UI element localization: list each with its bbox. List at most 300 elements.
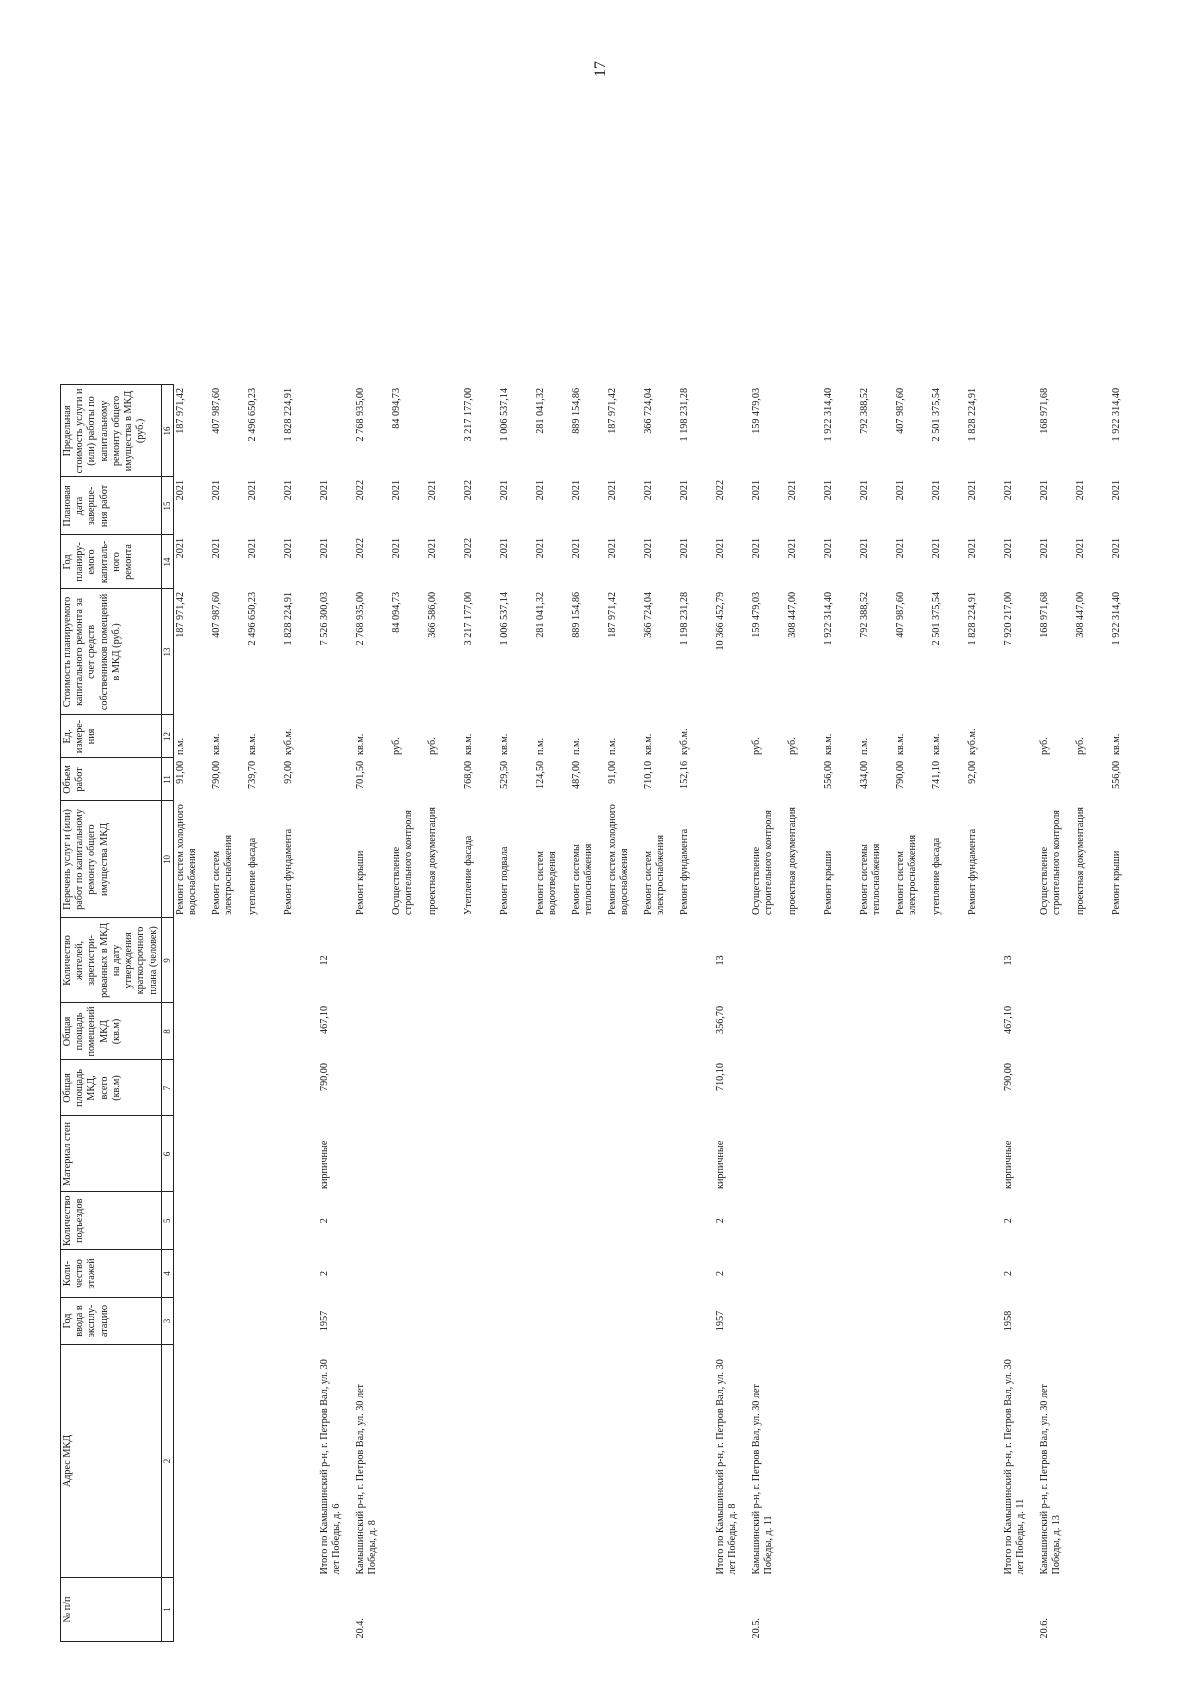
cell-c7 bbox=[210, 1060, 246, 1116]
cell-c5 bbox=[894, 1192, 930, 1250]
cell-c9 bbox=[246, 918, 282, 1003]
cell-c12: руб. bbox=[750, 737, 762, 755]
cell-c1 bbox=[426, 1578, 462, 1642]
column-header-4: Коли-чество этажей bbox=[61, 1250, 162, 1298]
cell-c8 bbox=[786, 1003, 822, 1060]
table-row bbox=[1074, 385, 1110, 1642]
cell-c2 bbox=[822, 1345, 858, 1578]
cell-c4 bbox=[498, 1250, 534, 1298]
cell-c14: 2021 bbox=[570, 537, 582, 559]
cell-c11 bbox=[1002, 758, 1038, 801]
cell-c8: 467,10 bbox=[318, 1005, 330, 1034]
cell-c2: Итого по Камышинский р-н, г. Петров Вал, ул. 30 лет Победы, д. 6 bbox=[318, 1359, 342, 1575]
cell-c14: 2021 bbox=[1110, 537, 1122, 559]
cell-c9: 12 bbox=[318, 955, 330, 966]
cell-c13: 2 768 935,00 bbox=[354, 591, 366, 646]
cell-c8 bbox=[1038, 1003, 1074, 1060]
cell-c16: 792 388,52 bbox=[858, 387, 870, 434]
column-number: 1 bbox=[161, 1578, 173, 1642]
cell-c13: 187 971,42 bbox=[606, 591, 618, 638]
cell-c4 bbox=[966, 1250, 1002, 1298]
cell-c16: 1 922 314,40 bbox=[822, 387, 834, 442]
cell-c2 bbox=[1110, 1345, 1146, 1578]
column-header-2: Адрес МКД bbox=[61, 1345, 162, 1578]
cell-c8 bbox=[750, 1003, 786, 1060]
cell-c9 bbox=[642, 918, 678, 1003]
repair-plan-table bbox=[60, 384, 1146, 1642]
cell-c9 bbox=[678, 918, 714, 1003]
cell-c13: 7 920 217,00 bbox=[1002, 591, 1014, 646]
cell-c2: Итого по Камышинский р-н, г. Петров Вал, ул. 30 лет Победы, д. 8 bbox=[714, 1359, 738, 1575]
cell-c13: 2 501 375,54 bbox=[930, 591, 942, 646]
cell-c14: 2021 bbox=[174, 537, 186, 559]
cell-c11: 152,16 bbox=[678, 760, 690, 789]
cell-c7 bbox=[606, 1060, 642, 1116]
cell-c1 bbox=[822, 1578, 858, 1642]
cell-c9 bbox=[786, 918, 822, 1003]
cell-c1 bbox=[1110, 1578, 1146, 1642]
cell-c15: 2021 bbox=[246, 479, 258, 501]
cell-c6 bbox=[173, 1116, 210, 1192]
column-header-3: Год ввода в эксплу-атацию bbox=[61, 1298, 162, 1345]
cell-c9 bbox=[534, 918, 570, 1003]
cell-c13: 7 526 300,03 bbox=[318, 591, 330, 646]
cell-c7 bbox=[678, 1060, 714, 1116]
cell-c8 bbox=[390, 1003, 426, 1060]
cell-c4 bbox=[642, 1250, 678, 1298]
cell-c7: 790,00 bbox=[1002, 1063, 1014, 1092]
cell-c12: кв.м. bbox=[930, 733, 942, 755]
column-header-15: Плановая дата заверше-ния работ bbox=[61, 477, 162, 535]
cell-c3 bbox=[606, 1298, 642, 1345]
table-row bbox=[1002, 385, 1038, 1642]
cell-c6 bbox=[390, 1116, 426, 1192]
cell-c7 bbox=[966, 1060, 1002, 1116]
cell-c8 bbox=[534, 1003, 570, 1060]
cell-c4: 2 bbox=[1002, 1270, 1014, 1277]
cell-c2: Камышинский р-н, г. Петров Вал, ул. 30 лет Победы, д. 11 bbox=[750, 1384, 774, 1575]
cell-c13: 10 366 452,79 bbox=[714, 591, 726, 651]
cell-c11 bbox=[1038, 758, 1074, 801]
cell-c16: 366 724,04 bbox=[642, 387, 654, 434]
cell-c3 bbox=[570, 1298, 606, 1345]
cell-c3 bbox=[1110, 1298, 1146, 1345]
cell-c13: 1 828 224,91 bbox=[282, 591, 294, 646]
cell-c5 bbox=[930, 1192, 966, 1250]
cell-c12: руб. bbox=[786, 737, 798, 755]
table-row bbox=[678, 385, 714, 1642]
cell-c14: 2021 bbox=[498, 537, 510, 559]
column-number-row bbox=[161, 385, 173, 1642]
column-number: 2 bbox=[161, 1345, 173, 1578]
cell-c8: 356,70 bbox=[714, 1005, 726, 1034]
cell-c16: 187 971,42 bbox=[174, 387, 186, 434]
cell-c6 bbox=[498, 1116, 534, 1192]
table-row bbox=[354, 385, 390, 1642]
cell-c5 bbox=[1074, 1192, 1110, 1250]
column-header-11: Объем работ bbox=[61, 758, 162, 801]
cell-c16: 281 041,32 bbox=[534, 387, 546, 434]
cell-c9 bbox=[426, 918, 462, 1003]
cell-c3 bbox=[894, 1298, 930, 1345]
cell-c14: 2021 bbox=[1074, 537, 1086, 559]
cell-c6 bbox=[1110, 1116, 1146, 1192]
table-row bbox=[606, 385, 642, 1642]
table-row bbox=[822, 385, 858, 1642]
cell-c7 bbox=[750, 1060, 786, 1116]
cell-c14: 2021 bbox=[642, 537, 654, 559]
table-row bbox=[173, 385, 210, 1642]
cell-c15: 2021 bbox=[606, 479, 618, 501]
table-row bbox=[282, 385, 318, 1642]
table-row bbox=[318, 385, 354, 1642]
cell-c11: 790,00 bbox=[210, 760, 222, 789]
cell-c2 bbox=[570, 1345, 606, 1578]
cell-c4 bbox=[786, 1250, 822, 1298]
cell-c7 bbox=[462, 1060, 498, 1116]
cell-c14: 2021 bbox=[318, 537, 330, 559]
cell-c10: проектная документация bbox=[786, 807, 798, 915]
cell-c3 bbox=[1074, 1298, 1110, 1345]
cell-c16: 407 987,60 bbox=[894, 387, 906, 434]
column-header-7: Общая площадь МКД, всего (кв.м) bbox=[61, 1060, 162, 1116]
cell-c4 bbox=[858, 1250, 894, 1298]
column-number: 6 bbox=[161, 1116, 173, 1192]
cell-c1 bbox=[1002, 1578, 1038, 1642]
cell-c10: проектная документация bbox=[1074, 807, 1086, 915]
cell-c7 bbox=[498, 1060, 534, 1116]
cell-c14: 2021 bbox=[1002, 537, 1014, 559]
cell-c2 bbox=[498, 1345, 534, 1578]
cell-c15: 2021 bbox=[894, 479, 906, 501]
cell-c12: п.м. bbox=[570, 737, 582, 755]
cell-c5: 2 bbox=[318, 1218, 330, 1224]
cell-c9 bbox=[822, 918, 858, 1003]
cell-c7 bbox=[282, 1060, 318, 1116]
cell-c2 bbox=[1074, 1345, 1110, 1578]
cell-c6 bbox=[606, 1116, 642, 1192]
cell-c10: Ремонт крыши bbox=[822, 850, 834, 915]
cell-c2 bbox=[282, 1345, 318, 1578]
cell-c6 bbox=[930, 1116, 966, 1192]
cell-c3 bbox=[462, 1298, 498, 1345]
cell-c3 bbox=[210, 1298, 246, 1345]
cell-c1 bbox=[642, 1578, 678, 1642]
cell-c8 bbox=[246, 1003, 282, 1060]
cell-c5 bbox=[858, 1192, 894, 1250]
cell-c6 bbox=[426, 1116, 462, 1192]
cell-c11 bbox=[426, 758, 462, 801]
cell-c12 bbox=[318, 715, 354, 758]
cell-c15: 2021 bbox=[930, 479, 942, 501]
cell-c9 bbox=[173, 918, 210, 1003]
cell-c13: 2 496 650,23 bbox=[246, 591, 258, 646]
cell-c12: руб. bbox=[390, 737, 402, 755]
cell-c2 bbox=[966, 1345, 1002, 1578]
cell-c16: 168 971,68 bbox=[1038, 387, 1050, 434]
cell-c7 bbox=[1038, 1060, 1074, 1116]
cell-c12 bbox=[1002, 715, 1038, 758]
column-header-9: Количество жителей, зарегистри-рованных в МКД на дату утверждения краткосрочного плана (человек) bbox=[61, 918, 162, 1003]
cell-c15: 2021 bbox=[1074, 479, 1086, 501]
cell-c9 bbox=[1074, 918, 1110, 1003]
cell-c5 bbox=[642, 1192, 678, 1250]
cell-c11: 790,00 bbox=[894, 760, 906, 789]
table-row bbox=[210, 385, 246, 1642]
cell-c13: 1 198 231,28 bbox=[678, 591, 690, 646]
cell-c14: 2021 bbox=[282, 537, 294, 559]
cell-c1 bbox=[390, 1578, 426, 1642]
column-header-6: Материал стен bbox=[61, 1116, 162, 1192]
cell-c8 bbox=[570, 1003, 606, 1060]
cell-c2 bbox=[894, 1345, 930, 1578]
cell-c9 bbox=[1038, 918, 1074, 1003]
cell-c9 bbox=[1110, 918, 1146, 1003]
cell-c16: 1 828 224,91 bbox=[282, 387, 294, 442]
cell-c7 bbox=[354, 1060, 390, 1116]
cell-c16: 1 006 537,14 bbox=[498, 387, 510, 442]
column-header-16: Предельная стоимость услуги и (или) работы по капитальному ремонту общего имущества в МКД (руб.) bbox=[61, 385, 162, 477]
cell-c11 bbox=[786, 758, 822, 801]
cell-c8 bbox=[426, 1003, 462, 1060]
cell-c9 bbox=[606, 918, 642, 1003]
cell-c3 bbox=[966, 1298, 1002, 1345]
cell-c6 bbox=[750, 1116, 786, 1192]
cell-c11: 556,00 bbox=[822, 760, 834, 789]
cell-c2 bbox=[534, 1345, 570, 1578]
column-header-12: Ед. измере-ния bbox=[61, 715, 162, 758]
cell-c9 bbox=[570, 918, 606, 1003]
cell-c12: п.м. bbox=[606, 737, 618, 755]
cell-c10: Ремонт крыши bbox=[1110, 850, 1122, 915]
cell-c14: 2021 bbox=[246, 537, 258, 559]
cell-c13: 3 217 177,00 bbox=[462, 591, 474, 646]
cell-c16 bbox=[426, 385, 462, 477]
cell-c15: 2021 bbox=[1038, 479, 1050, 501]
column-header-13: Стоимость планируемого капитального ремонта за счет средств собственников помещений в МКД (руб.) bbox=[61, 589, 162, 715]
cell-c13: 1 922 314,40 bbox=[822, 591, 834, 646]
column-header-8: Общая площадь помещений МКД (кв.м) bbox=[61, 1003, 162, 1060]
cell-c13: 84 094,73 bbox=[390, 591, 402, 633]
cell-c1 bbox=[462, 1578, 498, 1642]
cell-c16: 2 501 375,54 bbox=[930, 387, 942, 442]
cell-c4 bbox=[354, 1250, 390, 1298]
cell-c4 bbox=[1074, 1250, 1110, 1298]
cell-c5 bbox=[354, 1192, 390, 1250]
cell-c11 bbox=[750, 758, 786, 801]
cell-c16: 1 828 224,91 bbox=[966, 387, 978, 442]
cell-c14: 2021 bbox=[390, 537, 402, 559]
cell-c4 bbox=[390, 1250, 426, 1298]
cell-c10: утепление фасада bbox=[930, 837, 942, 915]
cell-c2: Итого по Камышинский р-н, г. Петров Вал, ул. 30 лет Победы, д. 11 bbox=[1002, 1359, 1026, 1575]
cell-c10: Утепление фасада bbox=[462, 835, 474, 915]
cell-c10: утепление фасада bbox=[246, 837, 258, 915]
cell-c6 bbox=[894, 1116, 930, 1192]
cell-c9 bbox=[390, 918, 426, 1003]
cell-c15: 2021 bbox=[858, 479, 870, 501]
cell-c1 bbox=[966, 1578, 1002, 1642]
cell-c13: 308 447,00 bbox=[786, 591, 798, 638]
cell-c7 bbox=[930, 1060, 966, 1116]
cell-c4 bbox=[930, 1250, 966, 1298]
cell-c2 bbox=[930, 1345, 966, 1578]
cell-c8 bbox=[642, 1003, 678, 1060]
cell-c5 bbox=[678, 1192, 714, 1250]
cell-c12: кв.м. bbox=[246, 733, 258, 755]
cell-c15: 2021 bbox=[174, 479, 186, 501]
cell-c13: 281 041,32 bbox=[534, 591, 546, 638]
cell-c11: 739,70 bbox=[246, 760, 258, 789]
cell-c9: 13 bbox=[714, 955, 726, 966]
cell-c4 bbox=[822, 1250, 858, 1298]
cell-c1: 20.6. bbox=[1038, 1618, 1050, 1639]
cell-c1 bbox=[498, 1578, 534, 1642]
cell-c7 bbox=[246, 1060, 282, 1116]
cell-c16: 1 198 231,28 bbox=[678, 387, 690, 442]
cell-c15: 2021 bbox=[822, 479, 834, 501]
cell-c16: 2 496 650,23 bbox=[246, 387, 258, 442]
cell-c8 bbox=[354, 1003, 390, 1060]
cell-c15: 2021 bbox=[678, 479, 690, 501]
cell-c11 bbox=[390, 758, 426, 801]
cell-c12: кв.м. bbox=[894, 733, 906, 755]
cell-c13: 187 971,42 bbox=[174, 591, 186, 638]
page-number: 17 bbox=[592, 61, 609, 77]
cell-c9 bbox=[750, 918, 786, 1003]
cell-c13: 1 828 224,91 bbox=[966, 591, 978, 646]
column-number: 12 bbox=[161, 715, 173, 758]
cell-c14: 2021 bbox=[426, 537, 438, 559]
cell-c2 bbox=[642, 1345, 678, 1578]
column-header-5: Количество подъездов bbox=[61, 1192, 162, 1250]
cell-c16 bbox=[318, 385, 354, 477]
cell-c3 bbox=[786, 1298, 822, 1345]
cell-c4 bbox=[570, 1250, 606, 1298]
table-row bbox=[534, 385, 570, 1642]
cell-c15: 2021 bbox=[210, 479, 222, 501]
cell-c9 bbox=[966, 918, 1002, 1003]
cell-c2 bbox=[786, 1345, 822, 1578]
cell-c16: 889 154,86 bbox=[570, 387, 582, 434]
cell-c13: 159 479,03 bbox=[750, 591, 762, 638]
cell-c2 bbox=[426, 1345, 462, 1578]
cell-c3 bbox=[390, 1298, 426, 1345]
cell-c13: 792 388,52 bbox=[858, 591, 870, 638]
cell-c8 bbox=[858, 1003, 894, 1060]
cell-c14: 2021 bbox=[930, 537, 942, 559]
column-number: 16 bbox=[161, 385, 173, 477]
cell-c4 bbox=[173, 1250, 210, 1298]
cell-c11: 701,50 bbox=[354, 760, 366, 789]
cell-c15: 2021 bbox=[318, 479, 330, 501]
cell-c7 bbox=[642, 1060, 678, 1116]
table-row bbox=[246, 385, 282, 1642]
column-number: 13 bbox=[161, 589, 173, 715]
cell-c11: 556,00 bbox=[1110, 760, 1122, 789]
cell-c2 bbox=[858, 1345, 894, 1578]
cell-c7: 710,10 bbox=[714, 1063, 726, 1092]
cell-c8 bbox=[930, 1003, 966, 1060]
cell-c10: Ремонт систем электроснабжения bbox=[894, 834, 918, 915]
cell-c11: 710,10 bbox=[642, 760, 654, 789]
column-number: 15 bbox=[161, 477, 173, 535]
cell-c10: Ремонт систем холодного водоснабжения bbox=[174, 804, 198, 915]
cell-c5 bbox=[426, 1192, 462, 1250]
cell-c10: Ремонт систем электроснабжения bbox=[642, 834, 666, 915]
cell-c14: 2021 bbox=[534, 537, 546, 559]
cell-c12: кв.м. bbox=[354, 733, 366, 755]
cell-c2 bbox=[606, 1345, 642, 1578]
cell-c2 bbox=[390, 1345, 426, 1578]
cell-c11: 91,00 bbox=[606, 760, 618, 784]
cell-c6 bbox=[354, 1116, 390, 1192]
cell-c15: 2022 bbox=[462, 479, 474, 501]
cell-c12: куб.м. bbox=[282, 728, 294, 755]
cell-c3: 1958 bbox=[1002, 1310, 1014, 1332]
cell-c16: 1 922 314,40 bbox=[1110, 387, 1122, 442]
column-header-14: Год планиру-емого капиталь-ного ремонта bbox=[61, 535, 162, 589]
cell-c12: кв.м. bbox=[1110, 733, 1122, 755]
cell-c12: куб.м. bbox=[678, 728, 690, 755]
cell-c10 bbox=[714, 801, 750, 918]
cell-c13: 407 987,60 bbox=[210, 591, 222, 638]
cell-c9 bbox=[282, 918, 318, 1003]
cell-c10: проектная документация bbox=[426, 807, 438, 915]
cell-c15: 2021 bbox=[426, 479, 438, 501]
cell-c7 bbox=[534, 1060, 570, 1116]
header-row bbox=[61, 385, 162, 1642]
cell-c11 bbox=[714, 758, 750, 801]
cell-c15: 2021 bbox=[282, 479, 294, 501]
cell-c6 bbox=[282, 1116, 318, 1192]
cell-c12: п.м. bbox=[858, 737, 870, 755]
cell-c8 bbox=[966, 1003, 1002, 1060]
table-row bbox=[714, 385, 750, 1642]
cell-c4 bbox=[246, 1250, 282, 1298]
cell-c4 bbox=[282, 1250, 318, 1298]
cell-c4 bbox=[678, 1250, 714, 1298]
column-header-10: Перечень услуг и (или) работ по капитальному ремонту общего имущества МКД bbox=[61, 801, 162, 918]
cell-c5 bbox=[606, 1192, 642, 1250]
cell-c16: 187 971,42 bbox=[606, 387, 618, 434]
cell-c13: 1 006 537,14 bbox=[498, 591, 510, 646]
cell-c1 bbox=[173, 1578, 210, 1642]
cell-c1 bbox=[246, 1578, 282, 1642]
cell-c6 bbox=[966, 1116, 1002, 1192]
cell-c14: 2021 bbox=[966, 537, 978, 559]
cell-c8 bbox=[282, 1003, 318, 1060]
cell-c13: 366 724,04 bbox=[642, 591, 654, 638]
cell-c7 bbox=[173, 1060, 210, 1116]
cell-c12 bbox=[714, 715, 750, 758]
cell-c11: 124,50 bbox=[534, 760, 546, 789]
cell-c3 bbox=[498, 1298, 534, 1345]
cell-c7 bbox=[786, 1060, 822, 1116]
table-row bbox=[894, 385, 930, 1642]
cell-c2: Камышинский р-н, г. Петров Вал, ул. 30 лет Победы, д. 13 bbox=[1038, 1384, 1062, 1575]
cell-c9 bbox=[498, 918, 534, 1003]
cell-c14: 2021 bbox=[858, 537, 870, 559]
cell-c3 bbox=[858, 1298, 894, 1345]
cell-c10 bbox=[318, 801, 354, 918]
cell-c15: 2021 bbox=[390, 479, 402, 501]
cell-c10: Осуществление строительного контроля bbox=[1038, 810, 1062, 915]
cell-c3 bbox=[678, 1298, 714, 1345]
cell-c5 bbox=[966, 1192, 1002, 1250]
cell-c14: 2022 bbox=[354, 537, 366, 559]
cell-c10: Ремонт системы теплоснабжения bbox=[858, 843, 882, 915]
